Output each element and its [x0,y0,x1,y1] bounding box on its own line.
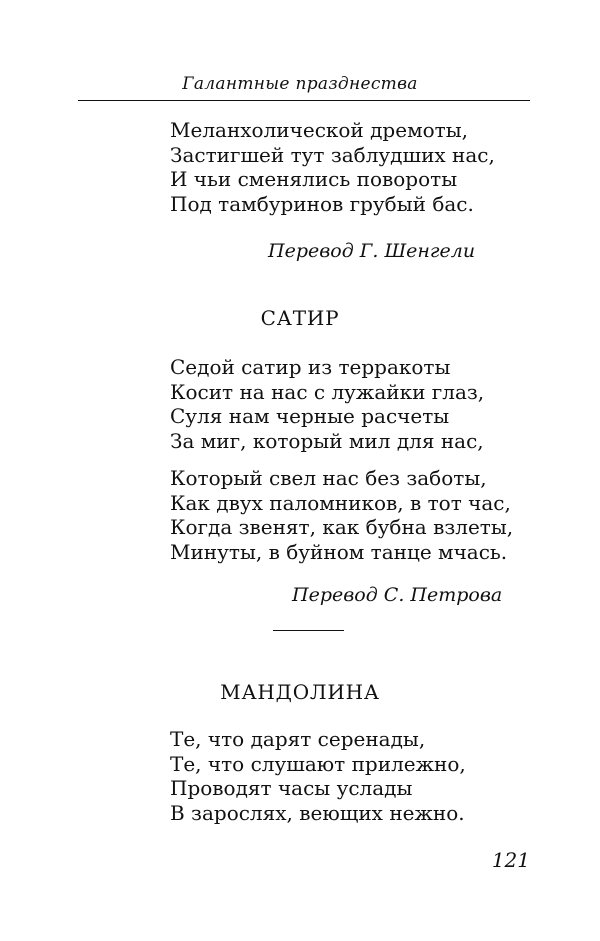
translator-credit-petrov: Перевод С. Петрова [292,584,503,606]
verse-line: Суля нам черные расчеты [170,404,450,428]
verse-line: Как двух паломников, в тот час, [170,490,511,515]
page-number: 121 [491,848,530,872]
verse-line: В зарослях, веющих нежно. [170,800,465,825]
section-divider [273,630,344,631]
verse-line: Те, что слушают прилежно, [170,751,466,776]
verse-line: Который свел нас без заботы, [170,466,487,490]
verse-line: Те, что дарят серенады, [170,727,426,751]
verse-line: Седой сатир из терракоты [170,355,451,379]
verse-line: И чьи сменялись повороты [170,167,458,191]
verse-line: Когда звенят, как бубна взлеты, [170,515,514,539]
satyr-stanza-2 [170,466,513,564]
poem-title-mandolin: МАНДОЛИНА [220,680,380,704]
verse-line: Косит на нас с лужайки глаз, [170,379,485,404]
poem-title-satyr: САТИР [260,306,340,330]
verse-line: Застигшей тут заблудших нас, [170,142,495,167]
verse-line: Меланхолической дремоты, [170,118,469,142]
translator-credit-shengeli: Перевод Г. Шенгели [268,240,476,262]
header-rule [78,100,530,101]
poem-continuation-stanza [170,118,495,216]
verse-line: Под тамбуринов грубый бас. [170,191,474,216]
verse-line: Проводят часы услады [170,776,413,800]
running-head: Галантные празднества [182,74,418,94]
verse-line: Минуты, в буйном танце мчась. [170,539,508,564]
satyr-stanza-1 [170,355,484,453]
verse-line: За миг, который мил для нас, [170,428,484,453]
mandolin-stanza-1 [170,727,466,825]
